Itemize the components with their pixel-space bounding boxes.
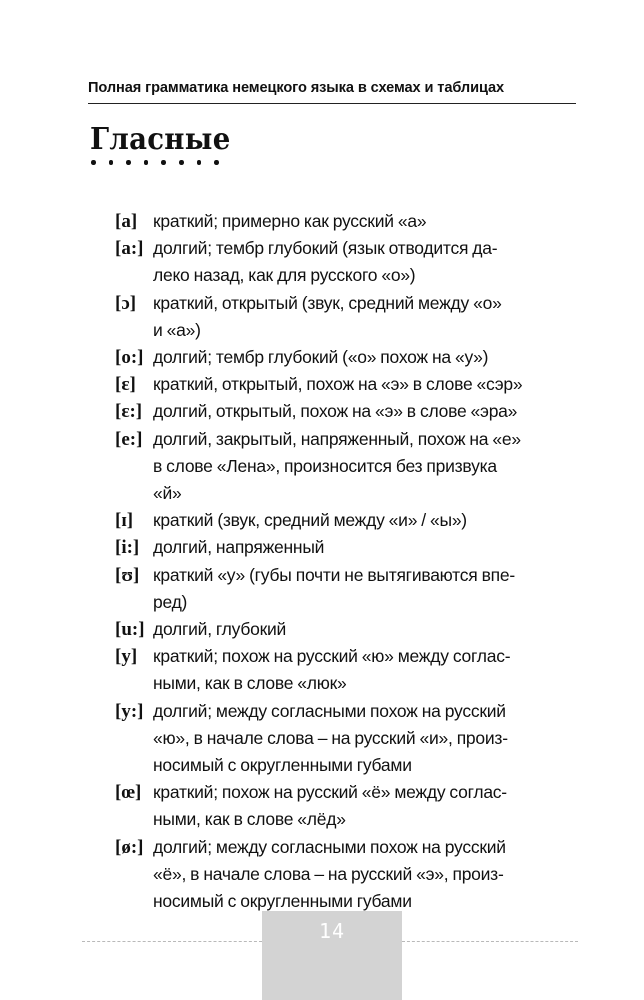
description-line: носимый с округленными губами (153, 755, 412, 776)
phonetic-symbol: [a:] (115, 238, 144, 260)
phonetic-symbol: [ɛ] (115, 374, 136, 396)
description-line: краткий (звук, средний между «и» / «ы») (153, 510, 467, 531)
footer-dashed-line-left (82, 941, 262, 942)
description-line: долгий, закрытый, напряженный, похож на «е» (153, 428, 521, 449)
phonetic-symbol: [e:] (115, 428, 143, 450)
description-line: ными, как в слове «лёд» (153, 809, 346, 830)
title-dot (109, 160, 114, 165)
phonetic-symbol: [a] (115, 211, 138, 232)
phonetic-symbol: [y] (115, 646, 138, 668)
vowel-description (153, 208, 580, 235)
title-dots (91, 160, 219, 168)
page-number: 14 (318, 919, 346, 943)
description-line: долгий; между согласными похож на русский (153, 836, 506, 857)
vowel-entry (88, 834, 580, 916)
phonetic-symbol: [ɔ] (115, 292, 137, 314)
phonetic-symbol: [ɛ:] (115, 401, 143, 423)
vowel-entry (88, 398, 580, 425)
description-line: долгий, глубокий (153, 619, 287, 640)
vowel-description (153, 834, 580, 916)
vowel-description (153, 344, 580, 371)
vowel-description (153, 426, 580, 508)
vowel-description (153, 371, 580, 398)
vowel-description (153, 290, 580, 344)
vowel-entry (88, 290, 580, 344)
description-line: «ю», в начале слова – на русский «и», произ- (153, 727, 508, 748)
vowel-description (153, 398, 580, 425)
description-line: носимый с округленными губами (153, 891, 412, 912)
phonetic-symbol: [u:] (115, 619, 145, 641)
title-dot (214, 160, 219, 165)
description-line: ред) (153, 591, 188, 612)
vowel-description (153, 643, 580, 697)
description-line: ными, как в слове «люк» (153, 673, 347, 694)
phonetic-symbol: [ɪ] (115, 510, 134, 532)
vowel-description (153, 616, 580, 643)
description-line: леко назад, как для русского «о») (153, 265, 416, 286)
phonetic-symbol: [y:] (115, 700, 144, 722)
vowel-entry (88, 235, 580, 289)
phonetic-symbol: [ø:] (115, 836, 144, 858)
vowel-entry (88, 426, 580, 508)
vowel-entry (88, 371, 580, 398)
vowel-description (153, 507, 580, 534)
vowel-entry (88, 643, 580, 697)
vowel-description (153, 698, 580, 780)
phonetic-symbol: [o:] (115, 347, 144, 369)
phonetic-symbol: [œ] (115, 782, 142, 804)
description-line: долгий, напряженный (153, 537, 325, 558)
vowel-description (153, 779, 580, 833)
description-line: краткий; похож на русский «ю» между соглас- (153, 646, 511, 667)
title-dot (126, 160, 131, 165)
vowel-entry (88, 507, 580, 534)
vowel-entry (88, 534, 580, 561)
description-line: долгий; тембр глубокий (язык отводится да- (153, 238, 498, 259)
page-number-tab (262, 911, 402, 1000)
running-header: Полная грамматика немецкого языка в схемах и таблицах (88, 80, 505, 96)
description-line: в слове «Лена», произносится без призвука (153, 455, 497, 476)
description-line: долгий; между согласными похож на русский (153, 700, 506, 721)
vowel-list (88, 208, 580, 915)
description-line: краткий, открытый (звук, средний между «о» (153, 292, 502, 313)
phonetic-symbol: [ʊ] (115, 564, 140, 586)
vowel-entry (88, 208, 580, 235)
header-rule (88, 103, 576, 104)
title-dot (144, 160, 149, 165)
vowel-entry (88, 562, 580, 616)
description-line: долгий; тембр глубокий («о» похож на «у») (153, 347, 489, 368)
vowel-entry (88, 779, 580, 833)
vowel-description (153, 235, 580, 289)
vowel-entry (88, 698, 580, 780)
description-line: долгий, открытый, похож на «э» в слове «эра» (153, 401, 518, 422)
footer-dashed-line-right (402, 941, 578, 942)
description-line: «й» (153, 483, 182, 504)
vowel-description (153, 562, 580, 616)
description-line: краткий; похож на русский «ё» между соглас- (153, 782, 507, 803)
vowel-entry (88, 344, 580, 371)
title-dot (161, 160, 166, 165)
description-line: краткий «у» (губы почти не вытягиваются впе- (153, 564, 515, 585)
description-line: краткий, открытый, похож на «э» в слове «сэр» (153, 374, 523, 395)
phonetic-symbol: [i:] (115, 537, 140, 559)
description-line: и «а») (153, 319, 201, 340)
vowel-description (153, 534, 580, 561)
title-dot (91, 160, 96, 165)
section-title: Гласные (90, 122, 231, 157)
description-line: «ё», в начале слова – на русский «э», произ- (153, 863, 504, 884)
title-dot (179, 160, 184, 165)
description-line: краткий; примерно как русский «а» (153, 211, 427, 231)
vowel-entry (88, 616, 580, 643)
title-dot (197, 160, 202, 165)
